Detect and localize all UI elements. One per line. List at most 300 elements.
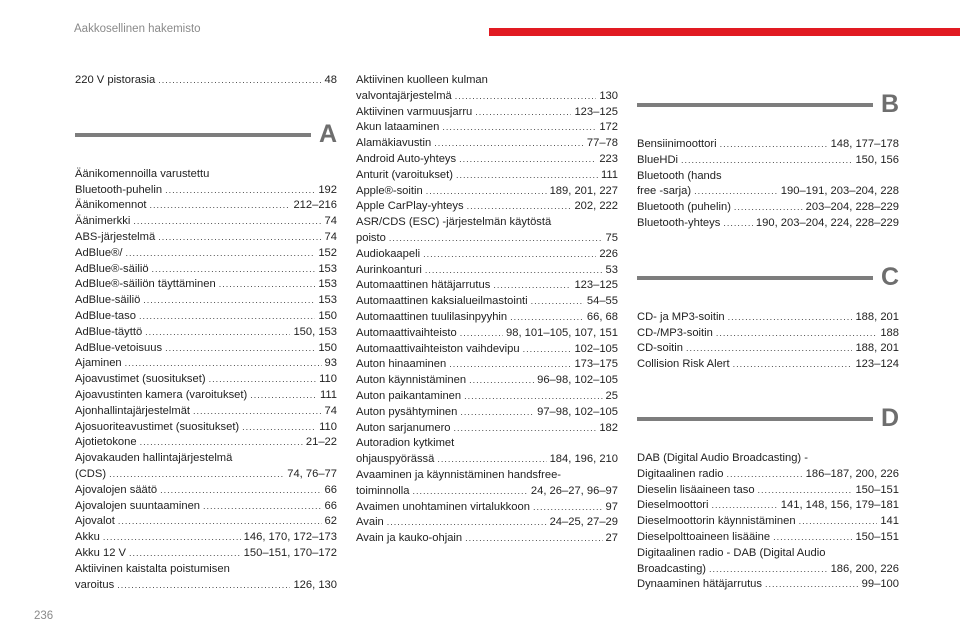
index-entry (637, 498, 899, 514)
entry-term: CD-/MP3-soitin (637, 326, 713, 339)
section-heading-a (75, 109, 337, 163)
index-entry (637, 341, 899, 357)
entry-term: ABS-järjestelmä (75, 230, 156, 243)
entry-last-line (75, 293, 337, 309)
index-entry (75, 388, 337, 404)
entry-term: Aurinkoanturi (356, 263, 422, 276)
entry-page-numbers: 24, 26–27, 96–97 (530, 484, 618, 497)
entry-last-line (356, 342, 618, 358)
entry-page-numbers: 146, 170, 172–173 (243, 531, 337, 544)
entry-page-numbers: 53 (605, 263, 618, 276)
entry-page-numbers: 150 (318, 309, 337, 322)
entry-page-numbers: 54–55 (586, 295, 618, 308)
entry-last-line (356, 294, 618, 310)
dot-leader (449, 357, 571, 373)
entry-last-line (356, 310, 618, 326)
index-entry (637, 326, 899, 342)
entry-text-line: ASR/CDS (ESC) -järjestelmän käytöstä (356, 216, 552, 229)
dot-leader (203, 499, 322, 515)
entry-last-line (75, 341, 337, 357)
entry-page-numbers: 48 (324, 74, 337, 86)
entry-term: Akku 12 V (75, 546, 126, 559)
entry-term: Audiokaapeli (356, 247, 421, 260)
entry-term: Broadcasting) (637, 562, 707, 575)
entry-term: Bluetooth-puhelin (75, 183, 163, 196)
entry-page-numbers: 123–124 (855, 358, 899, 371)
index-entry (637, 514, 899, 530)
entry-page-numbers: 66 (324, 499, 337, 512)
entry-group (637, 310, 899, 373)
dot-leader (133, 214, 321, 230)
dot-leader (158, 230, 321, 246)
dot-leader (250, 388, 317, 404)
index-column-1 (75, 73, 337, 593)
dot-leader (437, 452, 546, 468)
entry-term: AdBlue-säiliö (75, 294, 141, 307)
index-entry (75, 420, 337, 436)
entry-term: Ajaminen (75, 357, 122, 370)
entry-page-numbers: 74 (324, 230, 337, 243)
entry-term: Apple®-soitin (356, 184, 423, 197)
entry-last-line (356, 136, 618, 152)
dot-leader (464, 389, 602, 405)
index-entry (637, 577, 899, 593)
entry-page-numbers: 123–125 (574, 279, 618, 292)
dot-leader (758, 483, 853, 499)
entry-page-numbers: 182 (599, 421, 618, 434)
index-entry (356, 136, 618, 152)
entry-group (637, 137, 899, 232)
entry-term: CD- ja MP3-soitin (637, 310, 725, 323)
dot-leader (460, 405, 534, 421)
entry-term: Dieselin lisäaineen taso (637, 483, 755, 496)
index-entry (637, 216, 899, 232)
entry-page-numbers: 153 (318, 278, 337, 291)
entry-page-numbers: 153 (318, 294, 337, 307)
entry-last-line (637, 498, 899, 514)
entry-last-line (356, 152, 618, 168)
dot-leader (726, 467, 802, 483)
entry-term: Akun lataaminen (356, 121, 440, 134)
index-entry (356, 247, 618, 263)
entry-term: Akku (75, 531, 100, 544)
entry-page-numbers: 75 (605, 231, 618, 244)
dot-leader (152, 262, 316, 278)
entry-page-numbers: 99–100 (861, 578, 899, 591)
section-heading-c (637, 252, 899, 306)
entry-term: AdBlue®-säiliö (75, 262, 149, 275)
dot-leader (716, 326, 877, 342)
index-entry (75, 262, 337, 278)
entry-term: Automaattivaihteisto (356, 326, 457, 339)
entry-last-line (637, 357, 899, 373)
entry-last-line (356, 120, 618, 136)
entry-page-numbers: 203–204, 228–229 (805, 201, 899, 214)
entry-term: Automaattinen kaksialueilmastointi (356, 295, 528, 308)
index-entry (356, 310, 618, 326)
entry-page-numbers: 74 (324, 404, 337, 417)
index-entry (75, 372, 337, 388)
entry-term: Alamäkiavustin (356, 137, 432, 150)
entry-last-line (637, 341, 899, 357)
section-title: Aakkosellinen hakemisto (74, 23, 201, 35)
index-entry (75, 198, 337, 214)
entry-last-line (356, 263, 618, 279)
dot-leader (412, 484, 527, 500)
index-entry (356, 342, 618, 358)
entry-term: Auton paikantaminen (356, 389, 462, 402)
entry-term: Ajoavustinten kamera (varoitukset) (75, 388, 248, 401)
entry-page-numbers: 148, 177–178 (830, 138, 899, 150)
dot-leader (523, 342, 572, 358)
entry-last-line (75, 262, 337, 278)
entry-term: Auton pysähtyminen (356, 405, 458, 418)
page-number: 236 (34, 610, 54, 622)
entry-last-line (637, 562, 899, 578)
dot-leader (165, 341, 315, 357)
dot-leader (465, 531, 602, 547)
section-letter: C (880, 262, 899, 291)
entry-last-line (75, 372, 337, 388)
entry-last-line (75, 404, 337, 420)
entry-page-numbers: 150, 153 (293, 325, 337, 338)
index-entry (75, 562, 337, 594)
section-rule (637, 417, 873, 421)
dot-leader (469, 373, 534, 389)
index-entry (356, 326, 618, 342)
entry-term: ohjauspyörässä (356, 453, 435, 466)
dot-leader (734, 200, 803, 216)
entry-term: Automaattinen tuulilasinpyyhin (356, 310, 508, 323)
entry-last-line (356, 373, 618, 389)
index-entry (75, 514, 337, 530)
entry-page-numbers: 74, 76–77 (287, 467, 337, 480)
dot-leader (773, 530, 852, 546)
entry-page-numbers: 150–151, 170–172 (243, 546, 337, 559)
entry-page-numbers: 223 (599, 152, 618, 165)
entry-last-line (356, 357, 618, 373)
entry-last-line (75, 467, 337, 483)
entry-page-numbers: 190–191, 203–204, 228 (780, 185, 899, 198)
entry-term: Ajosuoriteavustimet (suositukset) (75, 420, 240, 433)
entry-page-numbers: 153 (318, 262, 337, 275)
entry-page-numbers: 212–216 (293, 199, 337, 212)
index-entry (75, 451, 337, 483)
index-entry (356, 421, 618, 437)
entry-group (356, 73, 618, 547)
dot-leader (475, 105, 571, 121)
entry-term: Avain (356, 516, 384, 529)
entry-term: Ajovalojen suuntaaminen (75, 499, 201, 512)
index-entry (356, 199, 618, 215)
entry-term: BlueHDi (637, 153, 679, 166)
entry-page-numbers: 226 (599, 247, 618, 260)
entry-term: free -sarja) (637, 185, 692, 198)
entry-last-line (356, 452, 618, 468)
entry-last-line (75, 309, 337, 325)
entry-page-numbers: 77–78 (586, 137, 618, 150)
index-entry (356, 500, 618, 516)
index-entry (356, 263, 618, 279)
entry-last-line (637, 530, 899, 546)
entry-page-numbers: 110 (319, 373, 337, 386)
index-entry (75, 277, 337, 293)
entry-last-line (75, 546, 337, 562)
dot-leader (145, 325, 290, 341)
entry-last-line (637, 216, 899, 232)
entry-last-line (75, 277, 337, 293)
entry-group (75, 167, 337, 594)
index-entry (356, 120, 618, 136)
entry-page-numbers: 96–98, 102–105 (537, 374, 618, 387)
entry-term: Ajovalojen säätö (75, 483, 158, 496)
entry-page-numbers: 172 (599, 121, 618, 134)
entry-last-line (356, 484, 618, 500)
entry-page-numbers: 186, 200, 226 (830, 562, 899, 575)
index-entry (637, 451, 899, 483)
entry-term: Ajotietokone (75, 436, 137, 449)
entry-page-numbers: 184, 196, 210 (549, 453, 618, 466)
dot-leader (733, 357, 853, 373)
entry-page-numbers: 152 (318, 246, 337, 259)
entry-last-line (356, 168, 618, 184)
entry-last-line (637, 137, 899, 153)
entry-last-line (356, 184, 618, 200)
index-entry (356, 168, 618, 184)
entry-page-numbers: 202, 222 (574, 200, 618, 213)
entry-page-numbers: 98, 101–105, 107, 151 (506, 326, 618, 339)
dot-leader (165, 183, 315, 199)
dot-leader (140, 435, 303, 451)
entry-term: Ajoavustimet (suositukset) (75, 373, 206, 386)
entry-term: AdBlue®/ (75, 246, 123, 259)
entry-page-numbers: 189, 201, 227 (549, 184, 618, 197)
entry-page-numbers: 74 (324, 215, 337, 228)
index-entry (356, 278, 618, 294)
entry-last-line (356, 278, 618, 294)
entry-term: 220 V pistorasia (75, 74, 156, 86)
dot-leader (720, 137, 828, 153)
entry-page-numbers: 173–175 (574, 358, 618, 371)
section-letter: D (880, 403, 899, 432)
entry-term: CD-soitin (637, 342, 684, 355)
entry-last-line (637, 153, 899, 169)
entry-page-numbers: 25 (605, 389, 618, 402)
entry-term: Avain ja kauko-ohjain (356, 532, 463, 545)
index-entry (75, 167, 337, 199)
dot-leader (728, 310, 853, 326)
index-entry (356, 357, 618, 373)
index-entry (356, 215, 618, 247)
entry-term: AdBlue®-säiliön täyttäminen (75, 278, 216, 291)
dot-leader (209, 372, 317, 388)
entry-page-numbers: 150–151 (855, 483, 899, 496)
dot-leader (709, 562, 828, 578)
entry-text-line: Äänikomennoilla varustettu (75, 167, 210, 180)
entry-term: Ajonhallintajärjestelmät (75, 404, 191, 417)
entry-term: Auton käynnistäminen (356, 374, 467, 387)
dot-leader (426, 184, 547, 200)
dot-leader (681, 153, 852, 169)
index-column-2 (356, 73, 618, 547)
dot-leader (459, 152, 596, 168)
entry-text-line: DAB (Digital Audio Broadcasting) - (637, 451, 808, 464)
entry-last-line (356, 531, 618, 547)
index-entry (637, 357, 899, 373)
entry-page-numbers: 188, 201 (855, 310, 899, 323)
index-entry (75, 214, 337, 230)
entry-last-line (75, 214, 337, 230)
index-entry (75, 341, 337, 357)
entry-last-line (75, 483, 337, 499)
entry-text-line: Autoradion kytkimet (356, 437, 455, 450)
index-entry (637, 310, 899, 326)
dot-leader (425, 263, 603, 279)
entry-term: Äänimerkki (75, 215, 131, 228)
entry-text-line: Ajovakauden hallintajärjestelmä (75, 452, 233, 465)
dot-leader (423, 247, 596, 263)
entry-term: Android Auto-yhteys (356, 152, 457, 165)
entry-term: Collision Risk Alert (637, 358, 730, 371)
index-entry (637, 200, 899, 216)
entry-last-line (637, 200, 899, 216)
dot-leader (531, 294, 584, 310)
entry-term: Automaattivaihteiston vaihdevipu (356, 342, 520, 355)
entry-last-line (356, 326, 618, 342)
entry-page-numbers: 123–125 (574, 105, 618, 118)
entry-last-line (637, 326, 899, 342)
dot-leader (493, 278, 571, 294)
entry-page-numbers: 150, 156 (855, 153, 899, 166)
entry-last-line (637, 483, 899, 499)
entry-page-numbers: 110 (319, 420, 337, 433)
dot-leader (799, 514, 878, 530)
entry-page-numbers: 188 (880, 326, 899, 339)
entry-page-numbers: 21–22 (305, 436, 337, 449)
dot-leader (712, 498, 778, 514)
index-entry (356, 436, 618, 468)
dot-leader (387, 515, 547, 531)
entry-last-line (637, 310, 899, 326)
entry-term: Avaimen unohtaminen virtalukkoon (356, 500, 530, 513)
dot-leader (103, 530, 241, 546)
section-letter: B (880, 90, 899, 118)
index-entry (356, 531, 618, 547)
entry-last-line (75, 435, 337, 451)
entry-term: varoitus (75, 578, 115, 591)
entry-page-numbers: 24–25, 27–29 (549, 516, 618, 529)
entry-term: Ajovalot (75, 515, 115, 528)
entry-last-line (637, 184, 899, 200)
entry-page-numbers: 150 (318, 341, 337, 354)
section-rule (637, 276, 873, 280)
dot-leader (533, 500, 603, 516)
index-entry (356, 389, 618, 405)
entry-group (75, 73, 337, 89)
index-entry (75, 404, 337, 420)
dot-leader (143, 293, 315, 309)
index-entry (75, 356, 337, 372)
dot-leader (219, 277, 316, 293)
entry-page-numbers: 126, 130 (293, 578, 337, 591)
index-entry (75, 246, 337, 262)
entry-last-line (75, 388, 337, 404)
entry-page-numbers: 97 (605, 500, 618, 513)
index-entry (75, 483, 337, 499)
dot-leader (139, 309, 315, 325)
dot-leader (454, 421, 597, 437)
index-entry (75, 230, 337, 246)
entry-page-numbers: 66 (324, 483, 337, 496)
dot-leader (467, 199, 572, 215)
entry-last-line (75, 356, 337, 372)
entry-text-line: Aktiivinen kuolleen kulman (356, 74, 488, 86)
entry-term: Anturit (varoitukset) (356, 168, 453, 181)
entry-page-numbers: 62 (324, 515, 337, 528)
dot-leader (723, 216, 753, 232)
entry-last-line (75, 499, 337, 515)
entry-last-line (75, 514, 337, 530)
entry-page-numbers: 102–105 (574, 342, 618, 355)
dot-leader (150, 198, 291, 214)
index-entry (356, 405, 618, 421)
entry-term: Auton hinaaminen (356, 358, 447, 371)
entry-group (637, 451, 899, 593)
index-entry (637, 546, 899, 578)
header-accent-bar (489, 28, 960, 36)
index-entry (356, 373, 618, 389)
section-heading-d (637, 393, 899, 447)
dot-leader (160, 483, 321, 499)
dot-leader (765, 577, 859, 593)
index-entry (75, 293, 337, 309)
entry-term: Aktiivinen varmuusjarru (356, 105, 473, 118)
index-entry (637, 153, 899, 169)
entry-last-line (637, 467, 899, 483)
dot-leader (510, 310, 584, 326)
dot-leader (242, 420, 316, 436)
index-entry (356, 73, 618, 105)
entry-term: Dieselpolttoaineen lisääine (637, 530, 771, 543)
entry-last-line (75, 246, 337, 262)
dot-leader (193, 404, 322, 420)
entry-page-numbers: 188, 201 (855, 342, 899, 355)
dot-leader (109, 467, 284, 483)
index-entry (75, 435, 337, 451)
entry-term: (CDS) (75, 467, 107, 480)
entry-page-numbers: 97–98, 102–105 (537, 405, 618, 418)
entry-term: Dieselmoottori (637, 499, 709, 512)
entry-page-numbers: 111 (319, 388, 337, 401)
index-entry (356, 294, 618, 310)
entry-term: Dynaaminen hätäjarrutus (637, 578, 762, 591)
entry-term: Automaattinen hätäjarrutus (356, 279, 491, 292)
dot-leader (686, 341, 852, 357)
dot-leader (456, 168, 598, 184)
entry-last-line (75, 420, 337, 436)
dot-leader (129, 546, 241, 562)
index-entry (637, 530, 899, 546)
section-heading-b (637, 79, 899, 133)
entry-page-numbers: 150–151 (855, 530, 899, 543)
entry-term: Auton sarjanumero (356, 421, 451, 434)
entry-last-line (75, 578, 337, 594)
entry-page-numbers: 111 (600, 168, 618, 181)
entry-last-line (75, 183, 337, 199)
entry-term: AdBlue-vetoisuus (75, 341, 163, 354)
index-entry (75, 309, 337, 325)
entry-term: AdBlue-taso (75, 309, 136, 322)
